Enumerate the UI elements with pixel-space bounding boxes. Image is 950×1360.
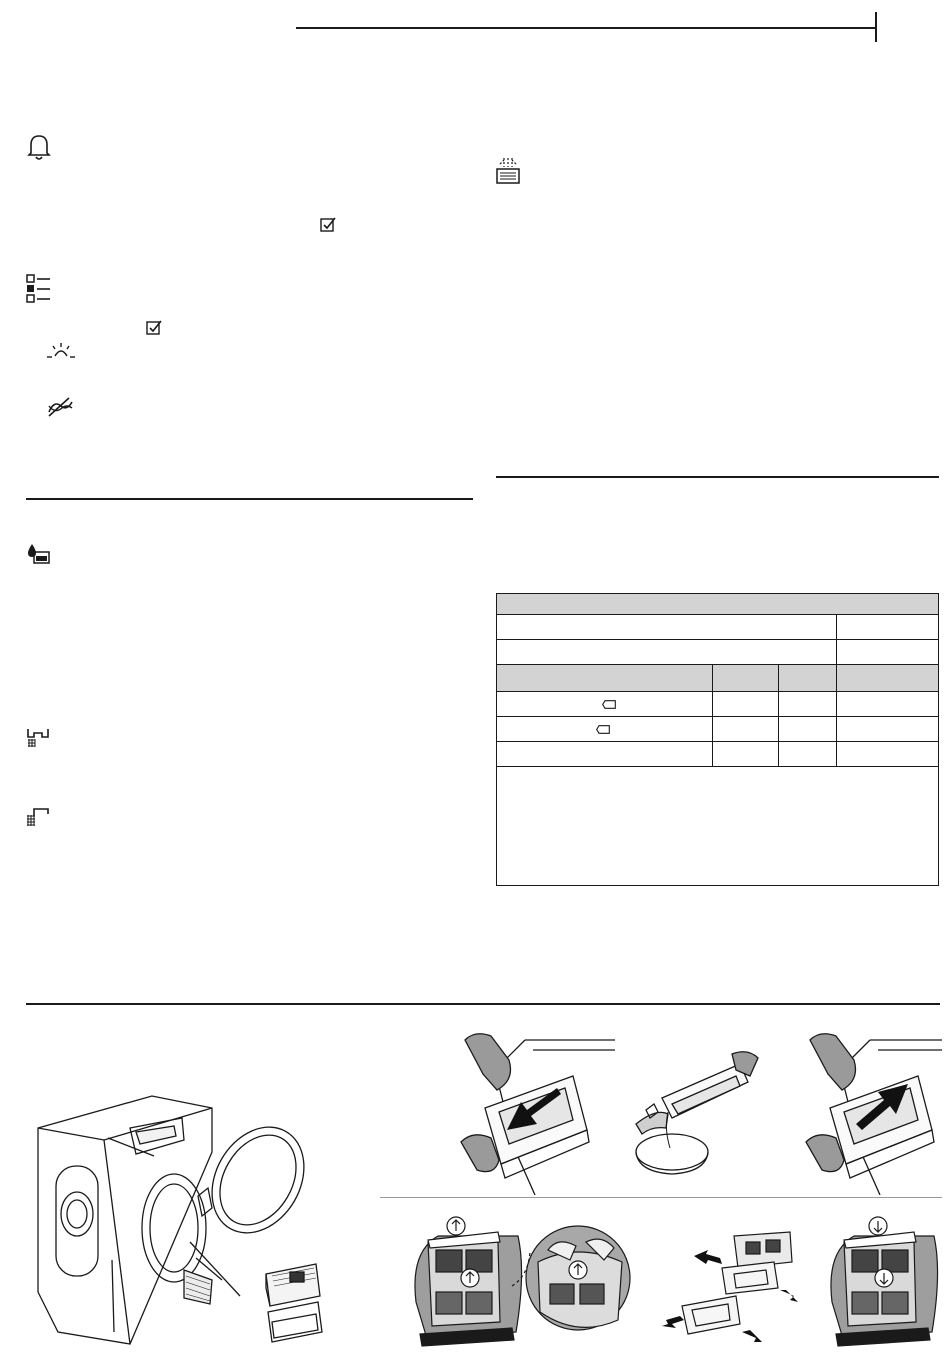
- section-divider-left: [26, 498, 473, 500]
- list-options-icon: [26, 274, 52, 304]
- step-reinsert-filters-illustration: [824, 1212, 942, 1352]
- figure-row-separator: [380, 1197, 942, 1198]
- table-cell: [779, 692, 837, 717]
- table-cell: [497, 615, 837, 640]
- table-cell: [713, 665, 779, 692]
- section-divider-full: [26, 1003, 940, 1005]
- steam-icon: [496, 157, 520, 185]
- step-clean-filters-illustration: [662, 1228, 798, 1344]
- step-remove-filters-illustration: [408, 1212, 640, 1352]
- table-cell: [497, 640, 837, 665]
- table-cell: [837, 615, 939, 640]
- table-cell: [497, 717, 713, 742]
- table-cell: [713, 742, 779, 767]
- dryer-illustration: [34, 1092, 346, 1352]
- table-header-cell: [497, 594, 939, 615]
- table-cell: [837, 742, 939, 767]
- table-header-row: [497, 594, 939, 615]
- table-row: [497, 615, 939, 640]
- table-cell: [779, 742, 837, 767]
- table-cell: [837, 692, 939, 717]
- table-cell: [837, 717, 939, 742]
- table-cell: [497, 692, 713, 717]
- table-cell: [713, 717, 779, 742]
- section-divider-right: [496, 476, 939, 478]
- sun-icon: [46, 342, 76, 360]
- table-cell: [779, 665, 837, 692]
- bell-icon: [26, 133, 52, 161]
- label-tag-icon: [602, 700, 616, 709]
- header-rule: [296, 27, 876, 29]
- info-table: [496, 593, 939, 886]
- table-cell: [713, 692, 779, 717]
- step-insert-tank-illustration: [800, 1030, 942, 1195]
- table-cell: [497, 742, 713, 767]
- drain-hose-icon: [26, 727, 50, 747]
- table-cell: [779, 717, 837, 742]
- table-subheader-row: [497, 665, 939, 692]
- table-note-cell: [497, 767, 939, 886]
- drain-filter-icon: [26, 806, 50, 826]
- crossed-out-icon: [45, 396, 75, 418]
- table-row: [497, 640, 939, 665]
- table-cell: [497, 665, 713, 692]
- table-row: [497, 692, 939, 717]
- table-cell: [837, 640, 939, 665]
- table-row: [497, 717, 939, 742]
- checkbox-checked-icon: [320, 217, 336, 233]
- water-tank-icon: [26, 543, 50, 565]
- step-pull-out-tank-illustration: [455, 1030, 615, 1195]
- label-tag-icon: [596, 725, 610, 734]
- table-row: [497, 742, 939, 767]
- table-cell: [837, 665, 939, 692]
- header-rule-tick: [875, 12, 877, 42]
- step-empty-tank-illustration: [632, 1048, 762, 1176]
- table-note-row: [497, 767, 939, 886]
- checkbox-checked-icon: [146, 320, 162, 336]
